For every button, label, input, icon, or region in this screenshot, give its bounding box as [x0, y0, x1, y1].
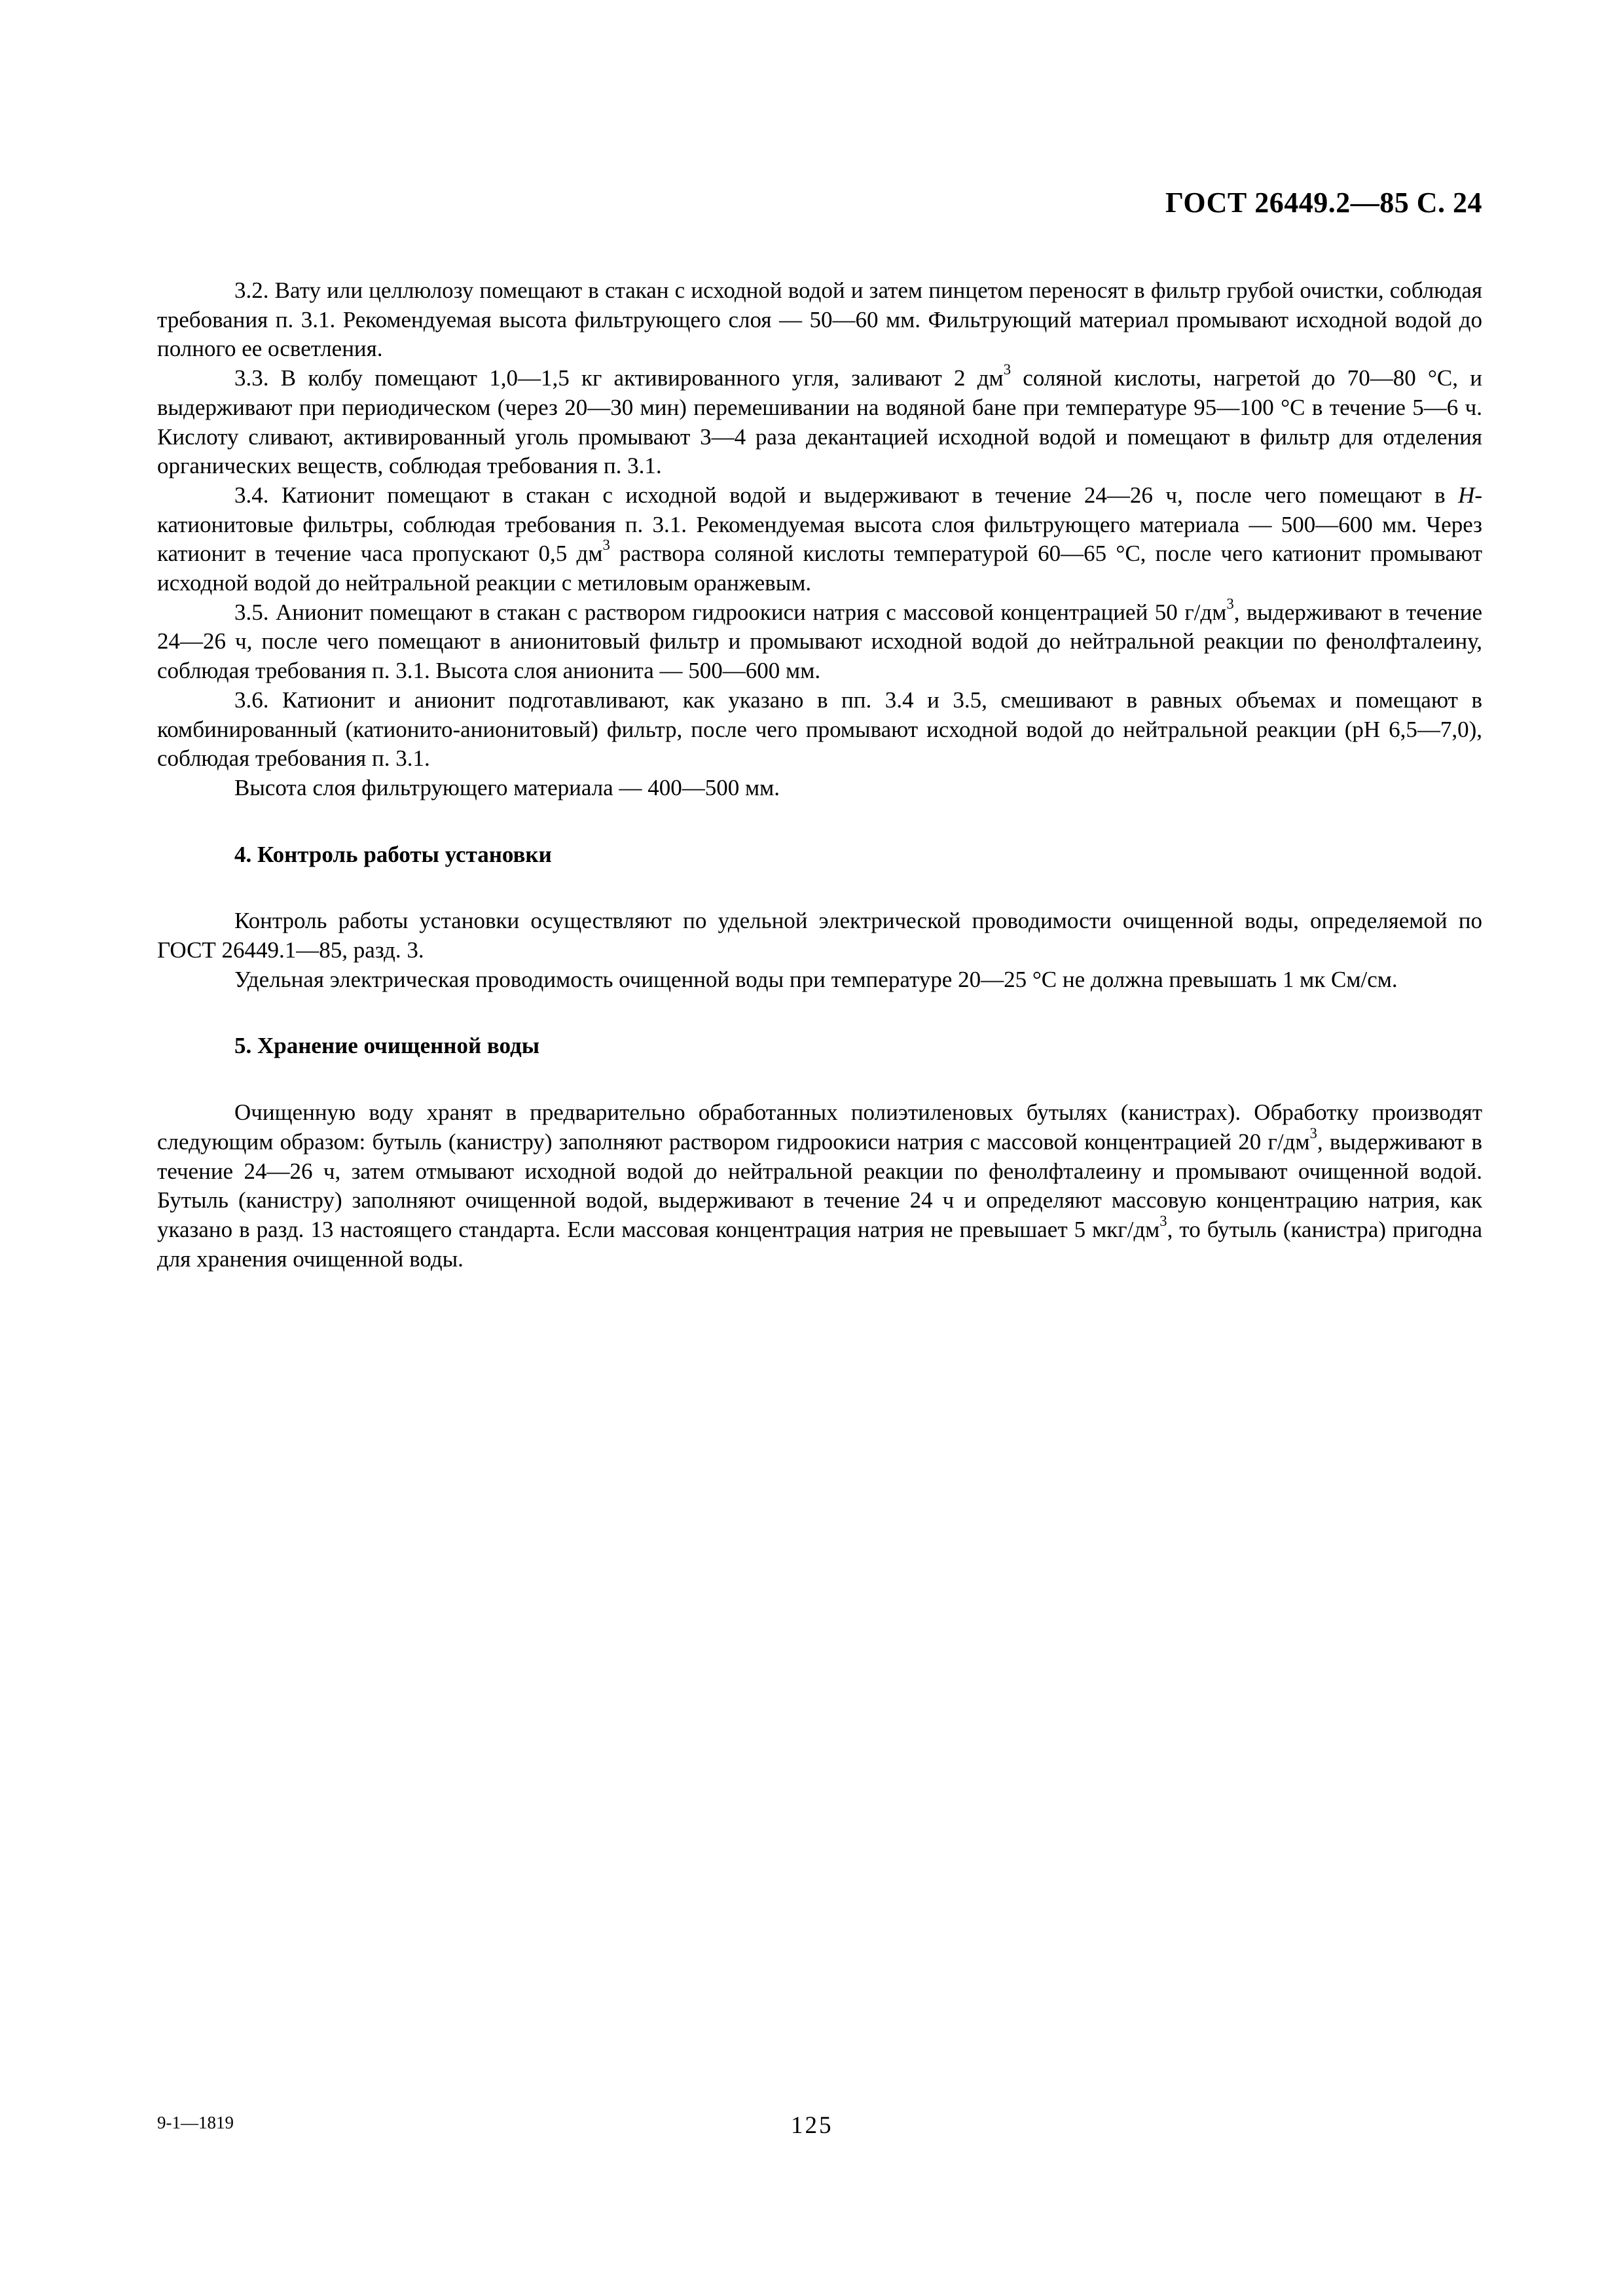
- paragraph-3-4: 3.4. Катионит помещают в стакан с исходной водой и выдерживают в течение 24—26 ч, после чего помещают в Н-катионитовые фильтры, соблюдая требования п. 3.1. Рекомендуемая высота слоя фильтрующего материала — 500—600 мм. Через катионит в течение часа пропускают 0,5 $дм^3$ раствора соляной кислоты температурой 60—65 °С, после чего катионит промывают исходной водой до нейтральной реакции с метиловым оранжевым.: [157, 482, 1482, 596]
- paragraph-3-3: 3.3. В колбу помещают 1,0—1,5 кг активированного угля, заливают 2 $дм^3$ соляной кислоты, нагретой до 70—80 °С, и выдерживают при периодическом (через 20—30 мин) перемешивании на водяной бане при температуре 95—100 °С в течение 5—6 ч. Кислоту сливают, активированный уголь промывают 3—4 раза декантацией исходной водой и помещают в фильтр для отделения органических веществ, соблюдая требования п. 3.1.: [157, 361, 1482, 479]
- section-4-paragraph-1: Контроль работы установки осуществляют по удельной электрической проводимости очищенной воды, определяемой по ГОСТ 26449.1—85, разд. 3.: [157, 908, 1482, 963]
- page-number: 125: [791, 2112, 833, 2139]
- footer-print-code: 9-1—1819: [157, 2113, 234, 2132]
- section-4-heading: 4. Контроль работы установки: [234, 841, 552, 867]
- section-5-paragraph-1: Очищенную воду хранят в предварительно обработанных полиэтиленовых бутылях (канистрах). Обработку производят следующим образом: бутыль (канистру) заполняют раствором гидроокиси натрия с массовой концентрацией 20 $г/дм^3$, выдерживают в течение 24—26 ч, затем отмывают исходной водой до нейтральной реакции по фенолфталеину и промывают очищенной водой. Бутыль (канистру) заполняют очищенной водой, выдерживают в течение 24 ч и определяют массовую концентрацию натрия, как указано в разд. 13 настоящего стандарта. Если массовая концентрация натрия не превышает 5 мкг/$дм^3$, то бутыль (канистра) пригодна для хранения очищенной воды.: [157, 1100, 1482, 1272]
- paragraph-layer-height: Высота слоя фильтрующего материала — 400—500 мм.: [234, 774, 780, 800]
- page-header: ГОСТ 26449.2—85 С. 24: [1165, 187, 1482, 219]
- section-4-paragraph-2: Удельная электрическая проводимость очищенной воды при температуре 20—25 °С не должна превышать 1 мк См/см.: [234, 966, 1398, 992]
- paragraph-3-2: 3.2. Вату или целлюлозу помещают в стакан с исходной водой и затем пинцетом переносят в фильтр грубой очистки, соблюдая требования п. 3.1. Рекомендуемая высота фильтрующего слоя — 50—60 мм. Фильтрующий материал промывают исходной водой до полного ее осветления.: [157, 278, 1482, 362]
- section-5-heading: 5. Хранение очищенной воды: [234, 1033, 540, 1059]
- document-body: [157, 276, 1482, 1274]
- paragraph-3-6: 3.6. Катионит и анионит подготавливают, как указано в пп. 3.4 и 3.5, смешивают в равных объемах и помещают в комбинированный (катионито-анионитовый) фильтр, после чего промывают исходной водой до нейтральной реакции (рН 6,5—7,0), соблюдая требования п. 3.1.: [157, 687, 1482, 772]
- paragraph-3-5: 3.5. Анионит помещают в стакан с раствором гидроокиси натрия с массовой концентрацией 50 $г/дм^3$, выдерживают в течение 24—26 ч, после чего помещают в анионитовый фильтр и промывают исходной водой до нейтральной реакции по фенолфталеину, соблюдая требования п. 3.1. Высота слоя анионита — 500—600 мм.: [157, 595, 1482, 684]
